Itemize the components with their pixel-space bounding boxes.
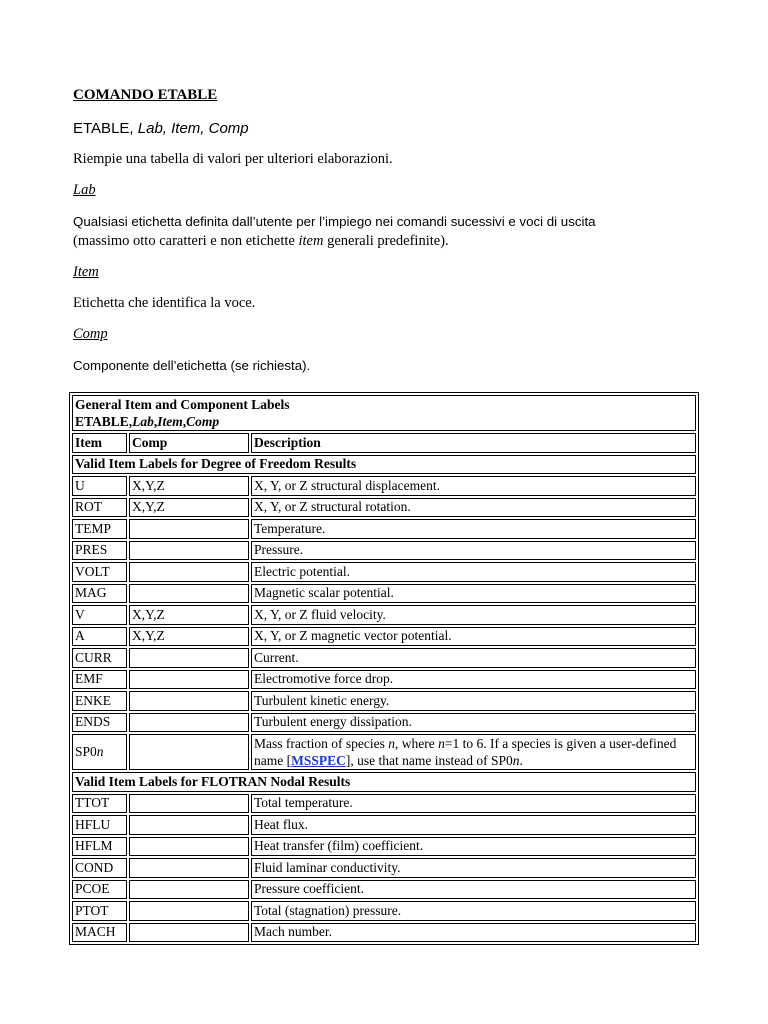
desc-text: . xyxy=(519,753,523,768)
desc-n: n xyxy=(512,753,520,768)
command-name: ETABLE xyxy=(73,120,130,137)
section-dof: Valid Item Labels for Degree of Freedom Results xyxy=(72,455,696,475)
cell-item: A xyxy=(72,627,127,647)
cell-item: PCOE xyxy=(72,880,127,900)
table-row xyxy=(72,476,696,496)
table-row xyxy=(72,627,696,647)
section-flotran: Valid Item Labels for FLOTRAN Nodal Results xyxy=(72,772,696,792)
lab-desc-line2a: (massimo otto caratteri e non etichette xyxy=(73,233,299,249)
desc-n: n xyxy=(388,736,395,751)
table-row xyxy=(72,498,696,518)
table-title-text: General Item and Component Labels xyxy=(75,397,290,412)
comp-label: Comp xyxy=(73,326,108,342)
etable-labels-table xyxy=(69,392,699,945)
item-n: n xyxy=(96,744,104,759)
subtitle-sep: , xyxy=(182,414,187,429)
cell-comp xyxy=(129,713,249,733)
lab-desc-line1: Qualsiasi etichetta definita dall’utente per l’impiego nei comandi sucessivi e voci di uscita xyxy=(73,214,596,229)
table-row xyxy=(72,562,696,582)
cell-item: ENKE xyxy=(72,691,127,711)
subtitle-cmd: ETABLE, xyxy=(75,414,133,429)
cell-description: Electric potential. xyxy=(251,562,696,582)
intro-text: Riempie una tabella di valori per ulteriori elaborazioni. xyxy=(73,151,393,167)
cell-item: MACH xyxy=(72,923,127,943)
section-row xyxy=(72,455,696,475)
cell-comp xyxy=(129,794,249,814)
item-description: Etichetta che identifica la voce. xyxy=(73,295,256,311)
subtitle-lab: Lab xyxy=(132,414,154,429)
header-item: Item xyxy=(72,433,127,453)
cell-item: TEMP xyxy=(72,519,127,539)
cell-description xyxy=(251,734,696,770)
cell-description: X, Y, or Z fluid velocity. xyxy=(251,605,696,625)
table-row xyxy=(72,837,696,857)
lab-desc-line2b: generali predefinite). xyxy=(323,233,449,249)
comp-description: Componente dell’etichetta (se richiesta). xyxy=(73,358,311,373)
cell-description: Temperature. xyxy=(251,519,696,539)
cell-comp xyxy=(129,670,249,690)
lab-desc-item: item xyxy=(298,233,324,249)
subtitle-item: Item xyxy=(157,414,183,429)
table-row xyxy=(72,584,696,604)
lab-label: Lab xyxy=(73,182,96,198)
cell-description: Fluid laminar conductivity. xyxy=(251,858,696,878)
cell-description: Total (stagnation) pressure. xyxy=(251,901,696,921)
cell-description: X, Y, or Z structural displacement. xyxy=(251,476,696,496)
cell-comp xyxy=(129,880,249,900)
table-row xyxy=(72,713,696,733)
cell-item: PTOT xyxy=(72,901,127,921)
cell-description: Heat flux. xyxy=(251,815,696,835)
document-body xyxy=(73,86,698,375)
cell-comp xyxy=(129,584,249,604)
table-row-sp0n xyxy=(72,734,696,770)
cell-item: TTOT xyxy=(72,794,127,814)
table-row xyxy=(72,815,696,835)
cell-item: PRES xyxy=(72,541,127,561)
cell-description: Turbulent energy dissipation. xyxy=(251,713,696,733)
cell-item: MAG xyxy=(72,584,127,604)
command-separator: , xyxy=(129,120,134,137)
table-row xyxy=(72,691,696,711)
table-row xyxy=(72,880,696,900)
cell-comp: X,Y,Z xyxy=(129,605,249,625)
desc-text: , where xyxy=(394,736,439,751)
cell-comp xyxy=(129,648,249,668)
msspec-link[interactable]: MSSPEC xyxy=(291,753,346,768)
desc-n: n xyxy=(438,736,445,751)
cell-item: V xyxy=(72,605,127,625)
cell-item: EMF xyxy=(72,670,127,690)
table-title-row xyxy=(72,395,696,431)
cell-description: Heat transfer (film) coefficient. xyxy=(251,837,696,857)
item-label: Item xyxy=(73,264,99,280)
table-header-row xyxy=(72,433,696,453)
subtitle-comp: Comp xyxy=(186,414,220,429)
cell-comp xyxy=(129,923,249,943)
cell-comp xyxy=(129,519,249,539)
cell-description: Current. xyxy=(251,648,696,668)
cell-comp: X,Y,Z xyxy=(129,627,249,647)
table-row xyxy=(72,670,696,690)
cell-description: Total temperature. xyxy=(251,794,696,814)
cell-description: Mach number. xyxy=(251,923,696,943)
cell-description: Turbulent kinetic energy. xyxy=(251,691,696,711)
cell-description: X, Y, or Z magnetic vector potential. xyxy=(251,627,696,647)
cell-comp: X,Y,Z xyxy=(129,476,249,496)
cell-comp xyxy=(129,562,249,582)
cell-description: Pressure. xyxy=(251,541,696,561)
cell-item: HFLM xyxy=(72,837,127,857)
desc-text: =1 to 6. If a species is given a user-defined name [ xyxy=(254,736,677,768)
table-row xyxy=(72,794,696,814)
cell-description: Electromotive force drop. xyxy=(251,670,696,690)
cell-item: U xyxy=(72,476,127,496)
cell-item: COND xyxy=(72,858,127,878)
desc-text: ], use that name instead of SP0 xyxy=(345,753,513,768)
command-syntax xyxy=(73,120,698,138)
table-row xyxy=(72,901,696,921)
cell-item: CURR xyxy=(72,648,127,668)
table-row xyxy=(72,858,696,878)
item-text: SP0 xyxy=(75,744,97,759)
table-row xyxy=(72,519,696,539)
table-subtitle xyxy=(75,414,219,429)
cell-description: Magnetic scalar potential. xyxy=(251,584,696,604)
table-row xyxy=(72,923,696,943)
lab-description xyxy=(73,212,698,251)
table-row xyxy=(72,541,696,561)
cell-comp: X,Y,Z xyxy=(129,498,249,518)
cell-item: ROT xyxy=(72,498,127,518)
section-row xyxy=(72,772,696,792)
table-title xyxy=(72,395,696,431)
cell-description: Pressure coefficient. xyxy=(251,880,696,900)
command-args: Lab, Item, Comp xyxy=(133,120,249,137)
cell-item: ENDS xyxy=(72,713,127,733)
cell-comp xyxy=(129,541,249,561)
table-row xyxy=(72,648,696,668)
cell-comp xyxy=(129,691,249,711)
cell-comp xyxy=(129,734,249,770)
cell-comp xyxy=(129,901,249,921)
desc-text: Mass fraction of species xyxy=(254,736,389,751)
page-title: COMANDO ETABLE xyxy=(73,87,218,103)
cell-comp xyxy=(129,815,249,835)
header-comp: Comp xyxy=(129,433,249,453)
cell-comp xyxy=(129,858,249,878)
cell-item: HFLU xyxy=(72,815,127,835)
subtitle-sep: , xyxy=(153,414,158,429)
cell-comp xyxy=(129,837,249,857)
table-row xyxy=(72,605,696,625)
cell-item: VOLT xyxy=(72,562,127,582)
cell-description: X, Y, or Z structural rotation. xyxy=(251,498,696,518)
cell-item xyxy=(72,734,127,770)
header-description: Description xyxy=(251,433,696,453)
